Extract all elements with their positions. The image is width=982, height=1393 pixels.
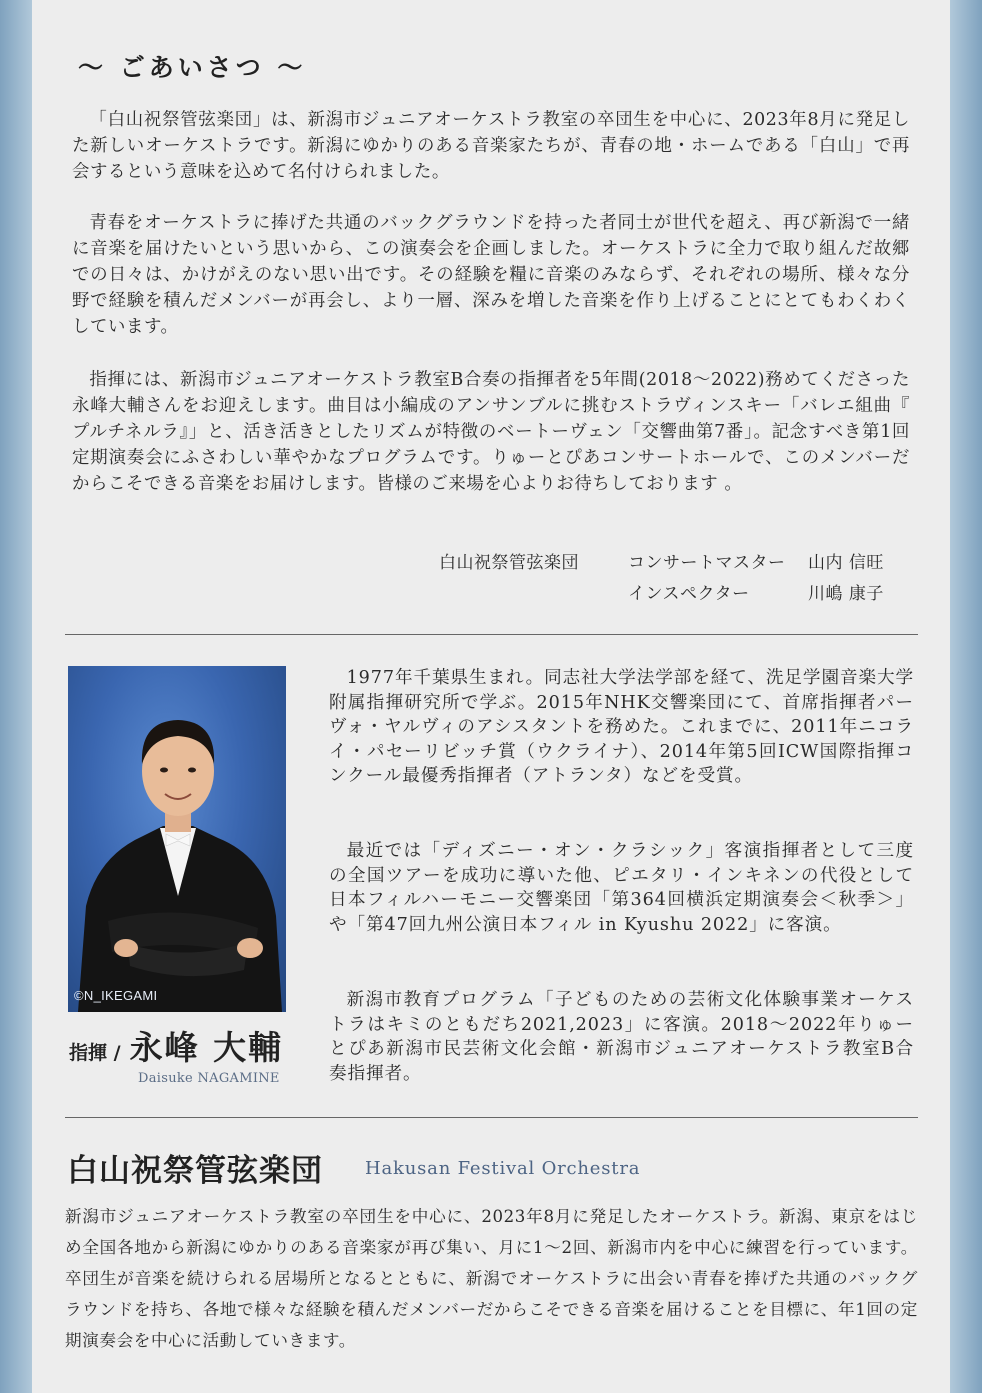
greeting-paragraph-2: 青春をオーケストラに捧げた共通のバックグラウンドを持った者同士が世代を超え、再び新潟で一緒に音楽を届けたいという思いから、この演奏会を企画しました。オーケストラに全力で取り組んだ故郷での日々は、かけがえのない思い出です。その経験を糧に音楽のみならず、それぞれの場所、様々な分野で経験を積んだメンバーが再会し、より一層、深みを増した音楽を作り上げることにとてもわくわくしています。 [72, 213, 910, 337]
signature-role-2: インスペクター [628, 584, 750, 604]
photo-credit: ©N_IKEGAMI [74, 988, 158, 1003]
conductor-name-line [69, 1022, 283, 1069]
conductor-name-romaji: Daisuke NAGAMINE [138, 1071, 280, 1086]
signature-org: 白山祝祭管弦楽団 [439, 553, 579, 573]
signature-block [32, 548, 950, 612]
content-panel [32, 0, 950, 1393]
greeting-heading: 〜 ごあいさつ 〜 [78, 53, 307, 82]
conductor-bio-2: 最近では「ディズニー・オン・クラシック」客演指揮者として三度の全国ツアーを成功に導いた他、ピエタリ・インキネンの代役として日本フィルハーモニー交響楽団「第364回横浜定期演奏会＜秋季＞」や「第47回九州公演日本フィル in Kyushu 2022」に客演。 [329, 841, 914, 935]
signature-name-2: 川嶋 康子 [808, 584, 884, 604]
conductor-name: 永峰 大輔 [129, 1028, 284, 1067]
conductor-bio-1: 1977年千葉県生まれ。同志社大学法学部を経て、洗足学園音楽大学附属指揮研究所で学ぶ。2015年NHK交響楽団にて、首席指揮者パーヴォ・ヤルヴィのアシスタントを務めた。これまでに、2011年ニコライ・パセーリビッチ賞（ウクライナ）、2014年第5回ICW国際指揮コンクール最優秀指揮者（アトランタ）などを受賞。 [329, 668, 914, 786]
greeting-paragraph-1: 「白山祝祭管弦楽団」は、新潟市ジュニアオーケストラ教室の卒団生を中心に、2023年8月に発足した新しいオーケストラです。新潟にゆかりのある音楽家たちが、青春の地・ホームである「白山」で再会するという意味を込めて名付けられました。 [72, 110, 910, 182]
divider [65, 1117, 918, 1118]
conductor-photo [68, 666, 286, 1012]
conductor-bio-3: 新潟市教育プログラム「子どものための芸術文化体験事業オーケストラはキミのともだち2021,2023」に客演。2018〜2022年りゅーとぴあ新潟市民芸術文化会館・新潟市ジュニアオーケストラ教室B合奏指揮者。 [329, 990, 914, 1084]
signature-role-1: コンサートマスター [628, 553, 786, 573]
signature-name-1: 山内 信旺 [808, 553, 884, 573]
orchestra-title-english: Hakusan Festival Orchestra [365, 1158, 641, 1179]
conductor-portrait-illustration [68, 666, 286, 1012]
divider [65, 634, 918, 635]
greeting-paragraph-3: 指揮には、新潟市ジュニアオーケストラ教室B合奏の指揮者を5年間(2018〜2022)務めてくださった永峰大輔さんをお迎えします。曲目は小編成のアンサンブルに挑むストラヴィンスキー「バレエ組曲『 プルチネルラ』」と、活き活きとしたリズムが特徴のベートーヴェン「交響曲第7番」。記念すべき第1回定期演奏会にふさわしい華やかなプログラムです。りゅーとぴあコンサートホールで、このメンバーだからこそできる音楽をお届けします。皆様のご来場を心よりお待ちしております 。 [72, 370, 910, 494]
conductor-role: 指揮 / [69, 1042, 121, 1064]
orchestra-title: 白山祝祭管弦楽団 [67, 1153, 323, 1189]
orchestra-description: 新潟市ジュニアオーケストラ教室の卒団生を中心に、2023年8月に発足したオーケストラ。新潟、東京をはじめ全国各地から新潟にゆかりのある音楽家が再び集い、月に1〜2回、新潟市内を中心に練習を行っています。卒団生が音楽を続けられる居場所となるとともに、新潟でオーケストラに出会い青春を捧げた共通のバックグラウンドを持ち、各地で様々な経験を積んだメンバーだからこそできる音楽を届けることを目標に、年1回の定期演奏会を中心に活動していきます。 [65, 1207, 918, 1350]
